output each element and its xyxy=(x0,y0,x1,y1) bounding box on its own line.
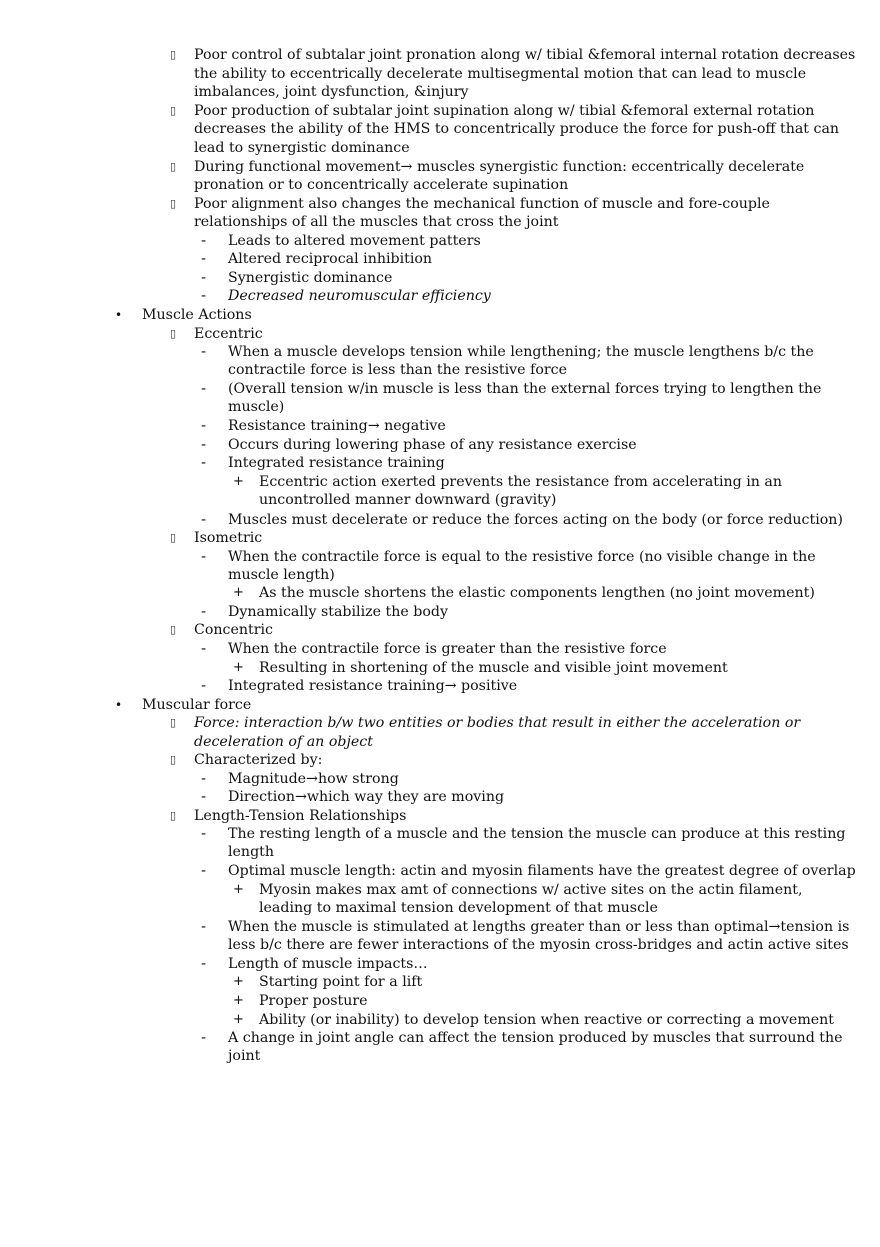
list-item-text: muscle) xyxy=(228,399,285,415)
list-item-text: Leads to altered movement patters xyxy=(228,233,481,249)
list-item-text: leading to maximal tension development of that muscle xyxy=(259,900,658,916)
list-item-text: Occurs during lowering phase of any resistance exercise xyxy=(228,437,637,453)
dash-marker: - xyxy=(201,604,207,620)
list-item-text: the ability to eccentrically decelerate multisegmental motion that can lead to muscle xyxy=(194,66,807,82)
list-item-text: length xyxy=(228,844,274,860)
list-item-text: Ability (or inability) to develop tension when reactive or correcting a movement xyxy=(259,1012,835,1028)
list-item-text: When a muscle develops tension while lengthening; the muscle lengthens b/c the xyxy=(228,344,814,360)
list-item-text: Force: interaction b/w two entities or bodies that result in either the acceleration or xyxy=(194,715,801,731)
dash-marker: - xyxy=(201,641,207,657)
list-item-text: During functional movement→ muscles synergistic function: eccentrically decelerate xyxy=(194,159,805,175)
dash-marker: - xyxy=(201,288,207,304)
list-item-text: Poor alignment also changes the mechanical function of muscle and fore-couple xyxy=(194,196,770,212)
plus-marker: + xyxy=(233,882,244,897)
list-item-text: Proper posture xyxy=(259,993,368,1009)
list-item-text: Eccentric action exerted prevents the resistance from accelerating in an xyxy=(259,474,783,490)
list-item-text: Characterized by: xyxy=(194,752,323,768)
list-item-text: Decreased neuromuscular efficiency xyxy=(228,288,491,304)
list-item-text: decreases the ability of the HMS to concentrically produce the force for push-off that can xyxy=(194,121,840,137)
square-bullet: ▯ xyxy=(170,753,177,766)
list-item-text: The resting length of a muscle and the tension the muscle can produce at this resting xyxy=(228,826,846,842)
list-item-text: lead to synergistic dominance xyxy=(194,140,410,156)
square-bullet: ▯ xyxy=(170,48,177,61)
dash-marker: - xyxy=(201,771,207,787)
section-heading: Muscular force xyxy=(142,697,252,713)
dash-marker: - xyxy=(201,418,207,434)
list-item-text: Muscles must decelerate or reduce the forces acting on the body (or force reduction) xyxy=(228,512,843,528)
dash-marker: - xyxy=(201,233,207,249)
list-item-text: Length of muscle impacts… xyxy=(228,956,428,972)
plus-marker: + xyxy=(233,474,244,489)
list-item-text: Length-Tension Relationships xyxy=(194,808,407,824)
list-item-text: Dynamically stabilize the body xyxy=(228,604,448,620)
plus-marker: + xyxy=(233,974,244,989)
dash-marker: - xyxy=(201,270,207,286)
dash-marker: - xyxy=(201,678,207,694)
dash-marker: - xyxy=(201,455,207,471)
section-heading: Muscle Actions xyxy=(142,307,252,323)
list-item-text: Resulting in shortening of the muscle and visible joint movement xyxy=(259,660,728,676)
list-item-text: pronation or to concentrically accelerate supination xyxy=(194,177,569,193)
dash-marker: - xyxy=(201,381,207,397)
list-item-text: imbalances, joint dysfunction, &injury xyxy=(194,84,469,100)
dash-marker: - xyxy=(201,251,207,267)
list-item-text: Isometric xyxy=(194,530,263,546)
list-item-text: (Overall tension w/in muscle is less than the external forces trying to lengthen the xyxy=(228,381,822,397)
list-item-text: Integrated resistance training→ positive xyxy=(228,678,518,694)
list-item-text: When the contractile force is equal to the resistive force (no visible change in the xyxy=(228,549,816,565)
dash-marker: - xyxy=(201,919,207,935)
dash-marker: - xyxy=(201,826,207,842)
bullet-marker: • xyxy=(115,308,123,322)
list-item-text: When the contractile force is greater than the resistive force xyxy=(228,641,667,657)
list-item-text: A change in joint angle can affect the tension produced by muscles that surround the xyxy=(228,1030,843,1046)
list-item-text: When the muscle is stimulated at lengths greater than or less than optimal→tension is xyxy=(228,919,850,935)
list-item-text: As the muscle shortens the elastic components lengthen (no joint movement) xyxy=(259,585,815,601)
list-item-text: muscle length) xyxy=(228,567,335,583)
square-bullet: ▯ xyxy=(170,160,177,173)
list-item-text: relationships of all the muscles that cross the joint xyxy=(194,214,559,230)
list-item-text: Direction→which way they are moving xyxy=(228,789,505,805)
dash-marker: - xyxy=(201,344,207,360)
square-bullet: ▯ xyxy=(170,623,177,636)
square-bullet: ▯ xyxy=(170,104,177,117)
list-item-text: uncontrolled manner downward (gravity) xyxy=(259,492,557,508)
list-item-text: Resistance training→ negative xyxy=(228,418,446,434)
list-item-text: Magnitude→how strong xyxy=(228,771,399,787)
list-item-text: Poor control of subtalar joint pronation along w/ tibial &femoral internal rotation decreases xyxy=(194,47,856,63)
plus-marker: + xyxy=(233,1012,244,1027)
dash-marker: - xyxy=(201,789,207,805)
list-item-text: contractile force is less than the resistive force xyxy=(228,362,567,378)
list-item-text: Integrated resistance training xyxy=(228,455,445,471)
list-item-text: Myosin makes max amt of connections w/ active sites on the actin filament, xyxy=(259,882,803,898)
plus-marker: + xyxy=(233,660,244,675)
square-bullet: ▯ xyxy=(170,197,177,210)
plus-marker: + xyxy=(233,585,244,600)
dash-marker: - xyxy=(201,437,207,453)
list-item-text: joint xyxy=(228,1048,261,1064)
square-bullet: ▯ xyxy=(170,327,177,340)
list-item-text: less b/c there are fewer interactions of the myosin cross-bridges and actin active sites xyxy=(228,937,849,953)
list-item-text: Synergistic dominance xyxy=(228,270,393,286)
list-item-text: Concentric xyxy=(194,622,273,638)
list-item-text: Altered reciprocal inhibition xyxy=(228,251,433,267)
square-bullet: ▯ xyxy=(170,716,177,729)
dash-marker: - xyxy=(201,512,207,528)
list-item-text: Starting point for a lift xyxy=(259,974,423,990)
square-bullet: ▯ xyxy=(170,809,177,822)
list-item-text: deceleration of an object xyxy=(194,734,373,750)
dash-marker: - xyxy=(201,956,207,972)
plus-marker: + xyxy=(233,993,244,1008)
list-item-text: Eccentric xyxy=(194,326,263,342)
dash-marker: - xyxy=(201,549,207,565)
dash-marker: - xyxy=(201,863,207,879)
list-item-text: Poor production of subtalar joint supination along w/ tibial &femoral external rotation xyxy=(194,103,815,119)
list-item-text: Optimal muscle length: actin and myosin filaments have the greatest degree of overlap xyxy=(228,863,856,879)
dash-marker: - xyxy=(201,1030,207,1046)
bullet-marker: • xyxy=(115,698,123,712)
square-bullet: ▯ xyxy=(170,531,177,544)
